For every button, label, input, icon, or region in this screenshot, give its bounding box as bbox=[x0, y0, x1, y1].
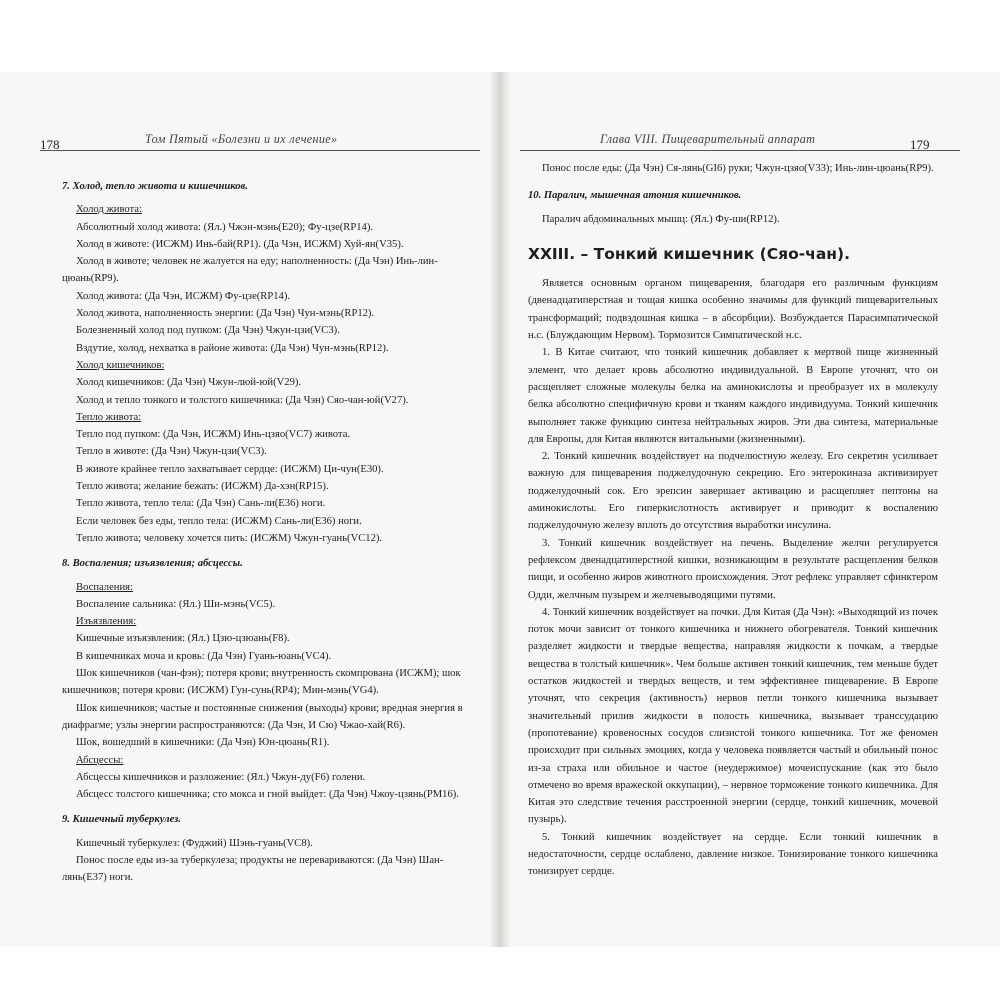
right-page-number: 179 bbox=[910, 137, 930, 152]
subsection-heading: Холод кишечников: bbox=[76, 359, 165, 371]
chapter-paragraph: 2. Тонкий кишечник воздействует на подчелюстную железу. Его секретин усиливает важную для пищеварения поджелудочную секрецию. Его энтерокиназа активизирует поджелудочный сок. Его эрепсин завершает активацию и расщепляет пептоны на аминокислоты. Его гиперкислотность активирует и приводит к воспалению поджелудочную железу вплоть до отсутствия выработки инсулина. bbox=[528, 451, 938, 532]
text-line: Вздутие, холод, нехватка в районе живота: (Да Чэн) Чун-мэнь(RP12). bbox=[76, 342, 389, 354]
chapter-paragraph: 5. Тонкий кишечник воздействует на сердце. Если тонкий кишечник в недостаточности, сердце ослаблено, давление низкое. Тонизирование тонкого кишечника тонизирует сердце. bbox=[528, 831, 938, 878]
book-gutter bbox=[489, 72, 511, 947]
text-line: Шок кишечников; частые и постоянные снижения (выходы) крови; вредная энергия в диафрагме; узлы энергии распространяются: (Да Чэн, И Сю) Чжао-хай(R6). bbox=[62, 702, 463, 731]
text-line: Шок, вошедший в кишечники: (Да Чэн) Юн-цюань(R1). bbox=[76, 737, 330, 749]
section-heading: 8. Воспаления; изъязвления; абсцессы. bbox=[62, 558, 243, 570]
chapter-paragraph: 1. В Китае считают, что тонкий кишечник добавляет к мертвой пище жизненный элемент, что делает кровь абсолютно индивидуальной. В Европе уточнят, что он расщепляет сложные молекулы белка на аминокислоты и преобразует их в молекулу белка абсолютно специфичную крови и тканям каждого индивидуума. Тонкий кишечник выполняет также функцию синтеза нейтральных жиров. Эти два синтеза, материальные для Европы, для Китая являются витальными (жизненными). bbox=[528, 347, 938, 445]
left-page-number: 178 bbox=[40, 137, 60, 152]
text-line: Понос после еды из-за туберкулеза; продукты не перевариваются: (Да Чэн) Шан-лянь(E37) ноги. bbox=[62, 854, 444, 884]
text-line: Холод в животе; человек не жалуется на еду; наполненность: (Да Чэн) Инь-лин-цюань(RP9). bbox=[62, 256, 438, 285]
subsection-heading: Холод живота: bbox=[76, 204, 142, 216]
text-line: Шок кишечников (чан-фэн); потеря крови; внутренность скомпрована (ИСЖМ); шок кишечников; потеря крови: (ИСЖМ) Гун-сунь(RP4); Мин-мэнь(VG4). bbox=[62, 668, 461, 697]
section-10-heading: 10. Паралич, мышечная атония кишечников. bbox=[528, 190, 742, 202]
left-running-title: Том Пятый «Болезни и их лечение» bbox=[145, 132, 338, 146]
text-line: Кишечные изъязвления: (Ял.) Цзю-цзюань(F8). bbox=[76, 633, 290, 645]
text-line: Абсцесс толстого кишечника; сто мокса и гной выйдет: (Да Чэн) Чжоу-цзянь(PM16). bbox=[76, 789, 459, 801]
right-page-body bbox=[528, 160, 938, 881]
section-heading: 9. Кишечный туберкулез. bbox=[62, 814, 181, 826]
left-header-rule bbox=[40, 150, 480, 151]
chapter-paragraph: 4. Тонкий кишечник воздействует на почки. Для Китая (Да Чэн): «Выходящий из почек поток мочи зависит от тонкого кишечника и нижнего обогревателя. Тонкий кишечник разделяет жидкости и твердые вещества, направляя жидкости к почкам, а твердые вещества в толстый кишечник». Чем больше активен тонкий кишечник, тем меньше будет остатков жидкостей и твердых веществ, и тем эффективнее пищеварение. В Европе уточнят, что секреция (активность) нервов петли тонкого кишечника вызывает значительный прилив жидкости в полость кишечника, вызывает транссудацию (пропотевание) кровеносных сосудов слизистой тонкого кишечника. Тот же феномен происходит при сильных эмоциях, когда у человека появляется частый и обильный понос из-за страха или обильное и частое (неудержимое) мочеиспускание (как это было отмечено во время вражеской оккупации), – нервное торможение тонкого кишечника. Для Китая это следствие течения расстроенной энергии (сердце, тонкий кишечник, мочевой пузырь). bbox=[528, 606, 938, 826]
subsection-heading: Изъязвления: bbox=[76, 616, 137, 628]
text-line: В кишечниках моча и кровь: (Да Чэн) Гуань-юань(VC4). bbox=[76, 650, 332, 662]
text-line: Холод живота, наполненность энергии: (Да Чэн) Чун-мэнь(RP12). bbox=[76, 308, 375, 320]
section-10-line: Паралич абдоминальных мышц: (Ял.) Фу-ши(RP12). bbox=[542, 213, 780, 225]
text-line: Холод в животе: (ИСЖМ) Инь-бай(RP1). (Да Чэн, ИСЖМ) Хуй-ян(V35). bbox=[76, 238, 404, 250]
text-line: Тепло в животе: (Да Чэн) Чжун-цзи(VC3). bbox=[76, 446, 267, 458]
text-line: В животе крайнее тепло захватывает сердце: (ИСЖМ) Ци-чун(E30). bbox=[76, 463, 384, 475]
right-intro-line: Понос после еды: (Да Чэн) Ся-лянь(GI6) руки; Чжун-цзяо(V33); Инь-лин-цюань(RP9). bbox=[542, 163, 934, 174]
text-line: Абсолютный холод живота: (Ял.) Чжэн-мэнь(E20); Фу-цзе(RP14). bbox=[76, 221, 374, 233]
text-line: Тепло живота; желание бежать: (ИСЖМ) Да-хэн(RP15). bbox=[76, 481, 329, 493]
chapter-paragraphs bbox=[528, 275, 938, 880]
text-line: Тепло живота, тепло тела: (Да Чэн) Сань-ли(E36) ноги. bbox=[76, 498, 326, 510]
chapter-paragraph: Является основным органом пищеварения, благодаря его различным функциям (двенадцатиперстная и тощая кишка особенно значимы для функций пищеварительных трансформаций; подвздошная кишка – в абсорбции). Возбуждается Парасимпатической н.с. (Блуждающим Нервом). Тормозится Симпатической н.с. bbox=[528, 278, 938, 342]
subsection-heading: Воспаления: bbox=[76, 581, 133, 593]
left-page-body bbox=[62, 170, 467, 887]
text-line: Болезненный холод под пупком: (Да Чэн) Чжун-цзи(VC3). bbox=[76, 325, 340, 337]
text-line: Абсцессы кишечников и разложение: (Ял.) Чжун-ду(F6) голени. bbox=[76, 771, 366, 783]
subsection-heading: Тепло живота: bbox=[76, 411, 142, 423]
section-heading: 7. Холод, тепло живота и кишечников. bbox=[62, 181, 248, 192]
text-line: Кишечный туберкулез: (Фуджий) Шэнь-гуань(VC8). bbox=[76, 837, 313, 849]
text-line: Тепло живота; человеку хочется пить: (ИСЖМ) Чжун-гуань(VC12). bbox=[76, 532, 383, 544]
text-line: Холод кишечников: (Да Чэн) Чжун-люй-юй(V29). bbox=[76, 377, 302, 389]
subsection-heading: Абсцессы: bbox=[76, 754, 124, 766]
text-line: Тепло под пупком: (Да Чэн, ИСЖМ) Инь-цзяо(VC7) живота. bbox=[76, 429, 351, 441]
chapter-title: XXIII. – Тонкий кишечник (Сяо-чан). bbox=[528, 244, 850, 263]
text-line: Если человек без еды, тепло тела: (ИСЖМ) Сань-ли(E36) ноги. bbox=[76, 515, 362, 527]
right-running-title: Глава VIII. Пищеварительный аппарат bbox=[600, 132, 816, 146]
chapter-paragraph: 3. Тонкий кишечник воздействует на печень. Выделение желчи регулируется рефлексом двенадцатиперстной кишки, возникающим в результате расщепления белков пищи, и особенно жиров животного происхождения. Этот рефлекс управляет сфинктером Одди, желчным пузырем и желчевыводящими путями. bbox=[528, 537, 938, 601]
text-line: Холод и тепло тонкого и толстого кишечника: (Да Чэн) Сяо-чан-юй(V27). bbox=[76, 394, 409, 406]
right-header-rule bbox=[520, 150, 960, 151]
text-line: Холод живота: (Да Чэн, ИСЖМ) Фу-цзе(RP14). bbox=[76, 290, 291, 302]
text-line: Воспаление сальника: (Ял.) Ши-мэнь(VC5). bbox=[76, 598, 276, 610]
